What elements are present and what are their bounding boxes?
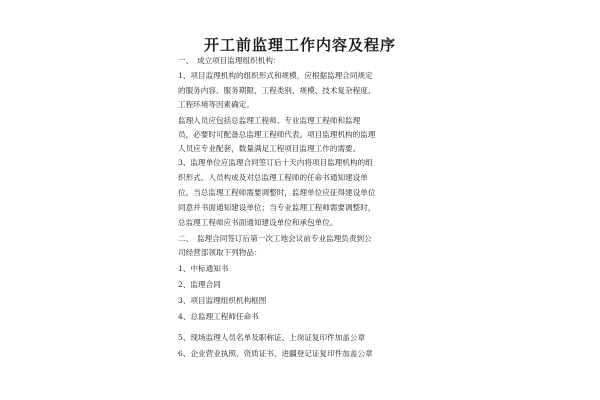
text-line: 员，必要时可配备总监理工程师代表。项目监理机构的监理	[178, 130, 376, 139]
list-item: 4、总监理工程师任命书	[178, 312, 259, 321]
document-title: 开工前监理工作内容及程序	[203, 36, 396, 54]
text-line: 工程环境等因素确定。	[178, 100, 254, 109]
list-item: 2、监理合同	[178, 280, 221, 289]
list-item: 6、企业营业执照、资质证书、进疆登记证复印件加盖公章	[178, 349, 373, 358]
text-line: 同意并书面通知建设单位；当专业监理工程师需要调整时，	[178, 203, 376, 212]
text-line: 人员应专业配套，数量满足工程项目监理工作的需要。	[178, 144, 361, 153]
list-item: 3、项目监理组织机构框图	[178, 296, 267, 305]
text-line: 一、 成立项目监理组织机构：	[178, 56, 281, 65]
text-line: 3、监理单位应监理合同签订后十天内将项目监理机构的组	[178, 158, 373, 167]
text-line: 监理人员应包括总监理工程师、专业监理工程师和监理	[178, 116, 361, 125]
text-line: 1、项目监理机构的组织形式和规模，应根据监理合同规定	[178, 71, 373, 80]
text-line: 二、 监理合同签订后第一次工地会议前专业监理负责到公	[178, 234, 372, 243]
text-line: 总监理工程师应书面通知建设单位和承包单位。	[178, 218, 338, 227]
list-item: 1、中标通知书	[178, 264, 229, 273]
text-line: 位。当总监理工程师需要调整时，监理单位应征得建设单位	[178, 188, 376, 197]
list-item: 5、现场监理人员名单及职称证、上岗证复印件加盖公章	[178, 333, 366, 342]
text-line: 织形式、人员构成及对总监理工程师的任命书通知建设单	[178, 173, 368, 182]
text-line: 的服务内容、服务期限、工程类别、规模、技术复杂程度、	[178, 86, 376, 95]
text-line: 司经营部领取下列物品：	[178, 248, 262, 257]
